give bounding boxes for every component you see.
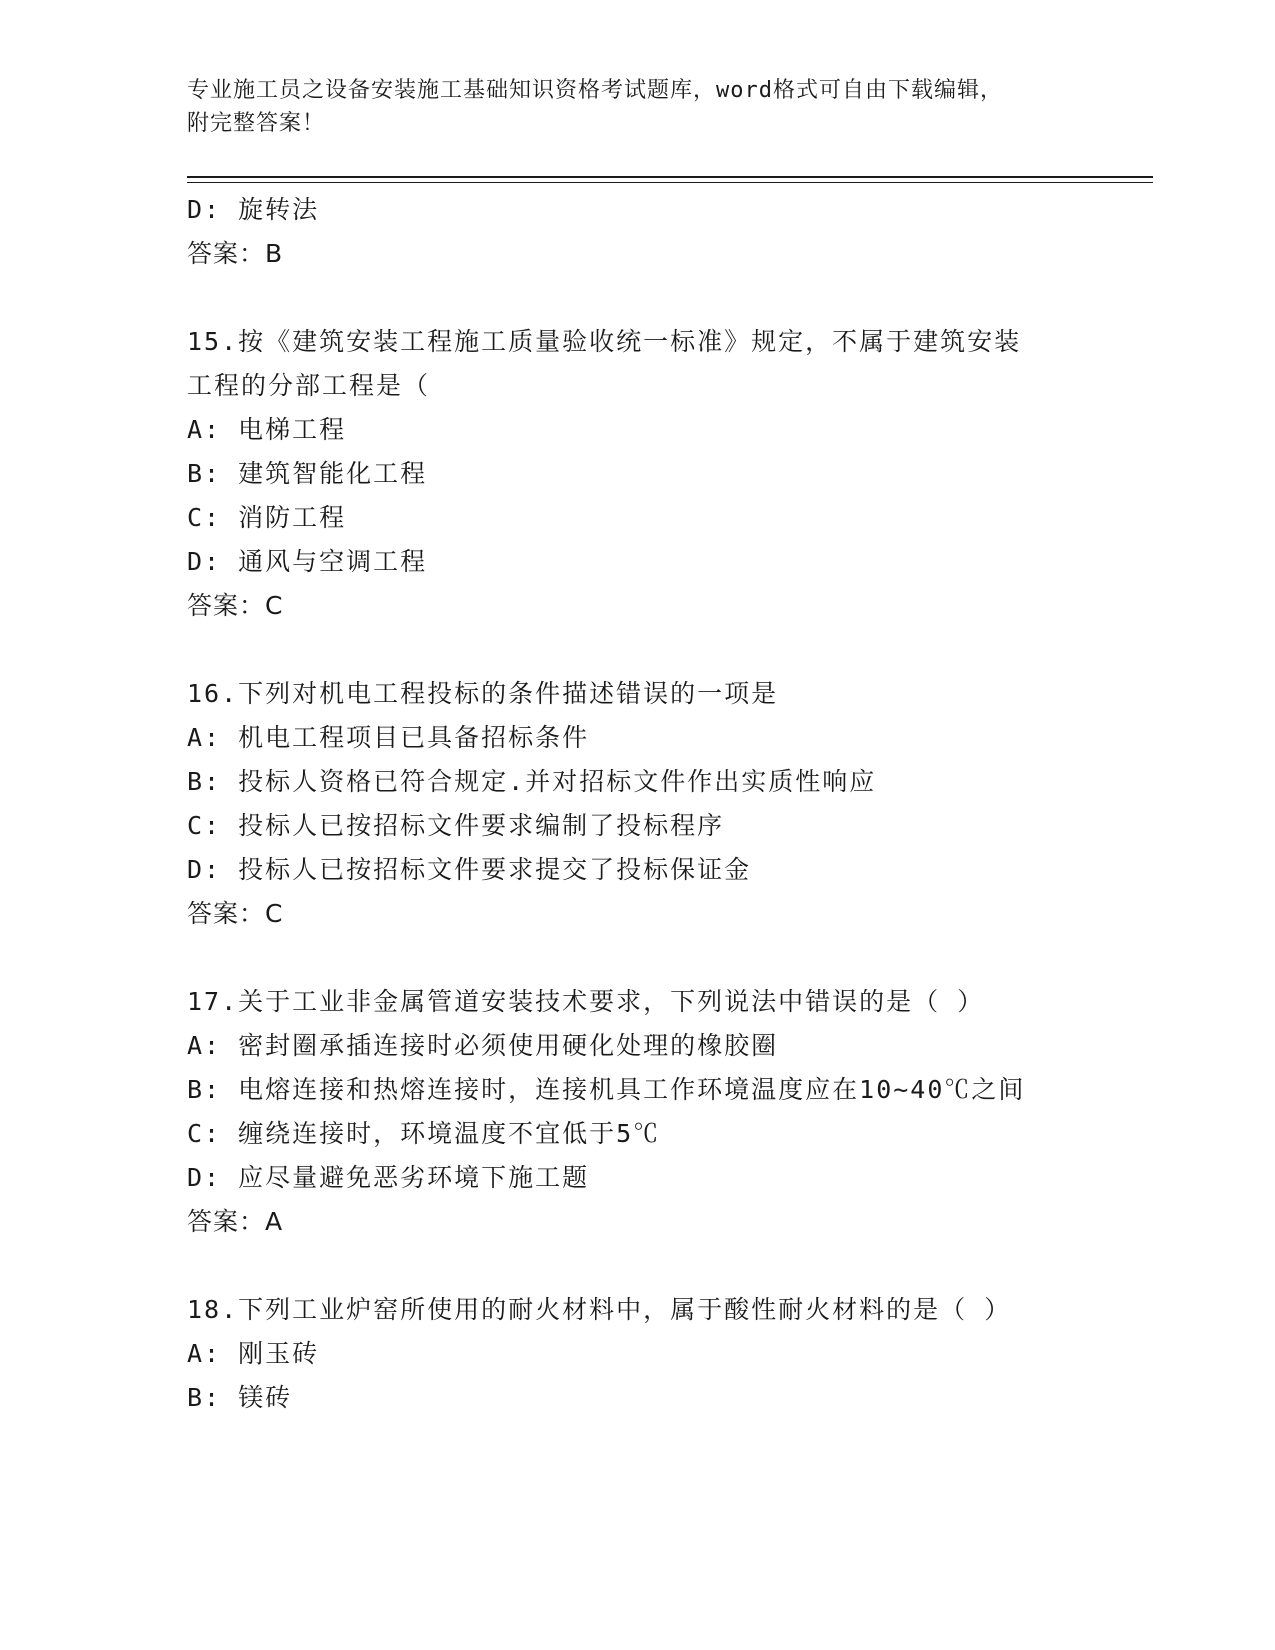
answer-q15: 答案：C — [187, 591, 284, 620]
question-16: 16.下列对机电工程投标的条件描述错误的一项是 — [187, 679, 779, 708]
header-divider-thin — [187, 182, 1153, 183]
answer-q16: 答案：C — [187, 899, 284, 928]
option-b-q18: B: 镁砖 — [187, 1383, 293, 1412]
header-line-2: 附完整答案！ — [187, 111, 326, 136]
option-a-q16: A: 机电工程项目已具备招标条件 — [187, 723, 590, 752]
option-b-q17: B: 电熔连接和热熔连接时，连接机具工作环境温度应在10~40℃之间 — [187, 1075, 1026, 1104]
header-divider-thick — [187, 176, 1153, 178]
option-a-q18: A: 刚玉砖 — [187, 1339, 320, 1368]
option-d-q15: D: 通风与空调工程 — [187, 547, 428, 576]
option-b-q16: B: 投标人资格已符合规定.并对招标文件作出实质性响应 — [187, 767, 877, 796]
option-c-q17: C: 缠绕连接时，环境温度不宜低于5℃ — [187, 1119, 661, 1148]
option-b-q15: B: 建筑智能化工程 — [187, 459, 428, 488]
question-17: 17.关于工业非金属管道安装技术要求，下列说法中错误的是（ ） — [187, 987, 985, 1016]
option-d-q14: D: 旋转法 — [187, 195, 320, 224]
option-c-q16: C: 投标人已按招标文件要求编制了投标程序 — [187, 811, 725, 840]
document-header — [187, 74, 1087, 140]
header-line-1: 专业施工员之设备安装施工基础知识资格考试题库，word格式可自由下载编辑， — [187, 78, 1003, 103]
option-a-q15: A: 电梯工程 — [187, 415, 347, 444]
option-a-q17: A: 密封圈承插连接时必须使用硬化处理的橡胶圈 — [187, 1031, 779, 1060]
question-18: 18.下列工业炉窑所使用的耐火材料中，属于酸性耐火材料的是（ ） — [187, 1295, 1012, 1324]
option-d-q16: D: 投标人已按招标文件要求提交了投标保证金 — [187, 855, 752, 884]
answer-q17: 答案：A — [187, 1207, 284, 1236]
question-15-line-2: 工程的分部工程是（ — [187, 371, 431, 400]
answer-q14: 答案：B — [187, 239, 284, 268]
option-c-q15: C: 消防工程 — [187, 503, 347, 532]
question-15-line-1: 15.按《建筑安装工程施工质量验收统一标准》规定，不属于建筑安装 — [187, 327, 1022, 356]
option-d-q17: D: 应尽量避免恶劣环境下施工题 — [187, 1163, 590, 1192]
